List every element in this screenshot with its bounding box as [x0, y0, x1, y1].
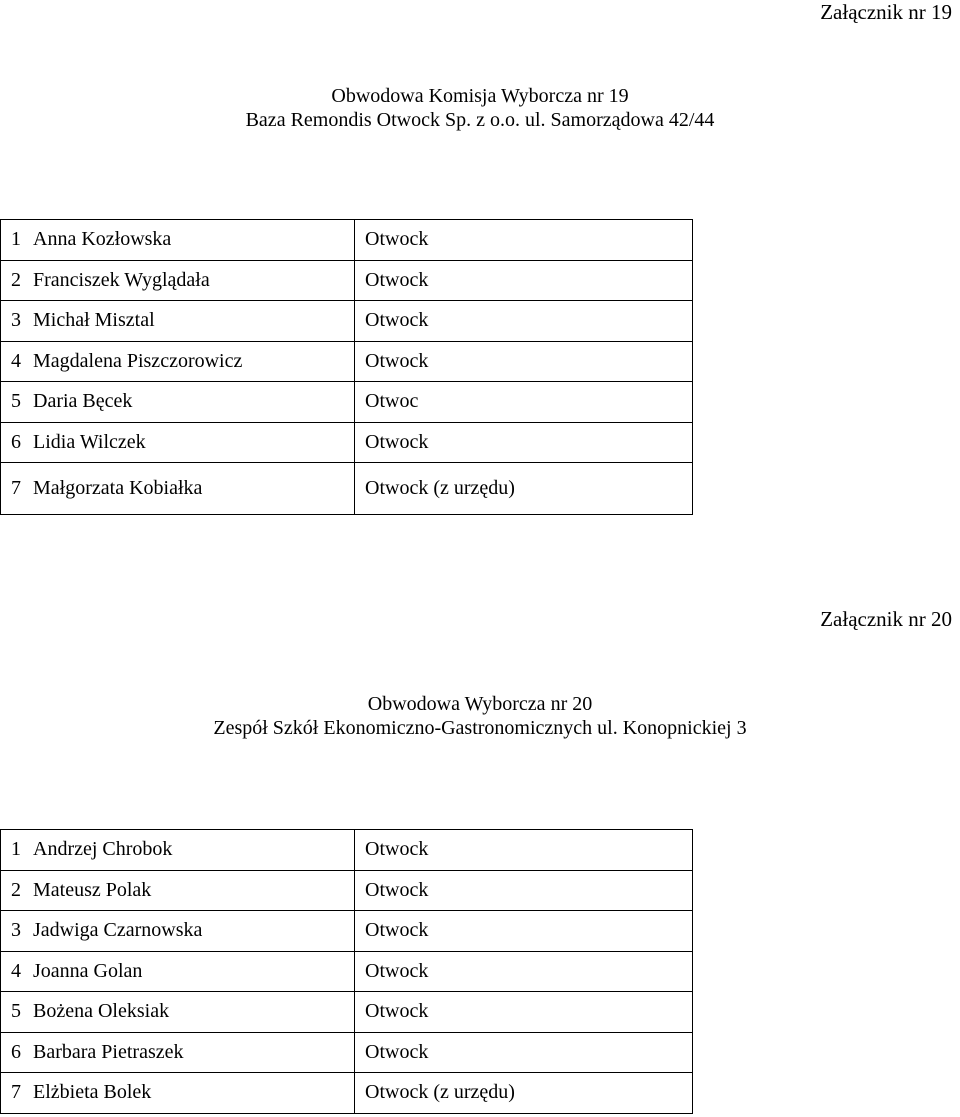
member-name: Bożena Oleksiak: [33, 1000, 170, 1023]
member-number: 7: [11, 477, 21, 499]
member-name-cell: [1, 1073, 355, 1114]
member-place: Otwock: [355, 992, 693, 1033]
member-name: Michał Misztal: [33, 309, 155, 332]
member-number: 1: [11, 838, 21, 861]
member-place: Otwock: [355, 341, 693, 382]
member-name: Jadwiga Czarnowska: [33, 919, 203, 942]
commission-title: Obwodowa Wyborcza nr 20: [367, 693, 593, 715]
member-name-cell: [1, 422, 355, 463]
member-name: Andrzej Chrobok: [33, 838, 173, 861]
member-place: Otwock (z urzędu): [355, 1073, 693, 1114]
member-number: 6: [11, 430, 21, 453]
member-number: 2: [11, 268, 21, 291]
table-row: [1, 260, 693, 301]
member-place: Otwock: [355, 301, 693, 342]
member-name: Magdalena Piszczorowicz: [33, 349, 243, 372]
member-name-cell: [1, 382, 355, 423]
member-name-cell: [1, 260, 355, 301]
member-name-cell: [1, 992, 355, 1033]
member-name-cell: [1, 951, 355, 992]
member-number: 3: [11, 309, 21, 332]
table-row: [1, 422, 693, 463]
member-number: 7: [11, 1081, 21, 1104]
member-name: Daria Bęcek: [33, 390, 133, 413]
commission-title: Obwodowa Komisja Wyborcza nr 19: [331, 85, 629, 107]
table-row: [1, 830, 693, 871]
commission-address: Zespół Szkół Ekonomiczno-Gastronomicznych ul. Konopnickiej 3: [213, 717, 747, 739]
member-place: Otwock: [355, 220, 693, 261]
member-name: Małgorzata Kobiałka: [33, 477, 203, 499]
member-place: Otwock: [355, 951, 693, 992]
member-name: Joanna Golan: [33, 959, 143, 982]
table-row: [1, 382, 693, 423]
member-name: Anna Kozłowska: [33, 228, 172, 251]
member-place: Otwock: [355, 830, 693, 871]
member-name-cell: [1, 341, 355, 382]
table-row: [1, 911, 693, 952]
member-number: 6: [11, 1040, 21, 1063]
member-number: 4: [11, 959, 21, 982]
annex-label: Załącznik nr 19: [820, 0, 952, 24]
member-name: Barbara Pietraszek: [33, 1040, 184, 1063]
member-name: Lidia Wilczek: [33, 430, 146, 453]
member-number: 1: [11, 228, 21, 251]
member-place: Otwock: [355, 1032, 693, 1073]
table-row: [1, 870, 693, 911]
member-name-cell: [1, 870, 355, 911]
member-number: 4: [11, 349, 21, 372]
commission-header: [0, 84, 960, 132]
member-place: Otwock: [355, 422, 693, 463]
member-name-cell: [1, 463, 355, 515]
member-place: Otwock: [355, 911, 693, 952]
member-name: Mateusz Polak: [33, 878, 152, 901]
member-place: Otwock: [355, 260, 693, 301]
member-name: Franciszek Wyglądała: [33, 268, 210, 291]
table-row: [1, 951, 693, 992]
member-name-cell: [1, 830, 355, 871]
table-row: [1, 301, 693, 342]
table-row: [1, 992, 693, 1033]
member-name-cell: [1, 301, 355, 342]
member-name-cell: [1, 1032, 355, 1073]
member-name-cell: [1, 220, 355, 261]
member-place: Otwoc: [355, 382, 693, 423]
member-number: 3: [11, 919, 21, 942]
member-place: Otwock (z urzędu): [355, 463, 693, 515]
table-row: [1, 463, 693, 515]
members-table: [0, 219, 693, 515]
member-name: Elżbieta Bolek: [33, 1081, 152, 1104]
table-row: [1, 341, 693, 382]
member-number: 5: [11, 1000, 21, 1023]
table-row: [1, 220, 693, 261]
commission-header: [0, 692, 960, 740]
member-number: 5: [11, 390, 21, 413]
annex-label: Załącznik nr 20: [820, 607, 952, 631]
table-row: [1, 1073, 693, 1114]
member-number: 2: [11, 878, 21, 901]
member-place: Otwock: [355, 870, 693, 911]
commission-address: Baza Remondis Otwock Sp. z o.o. ul. Samorządowa 42/44: [245, 109, 715, 131]
table-row: [1, 1032, 693, 1073]
member-name-cell: [1, 911, 355, 952]
members-table: [0, 829, 693, 1114]
